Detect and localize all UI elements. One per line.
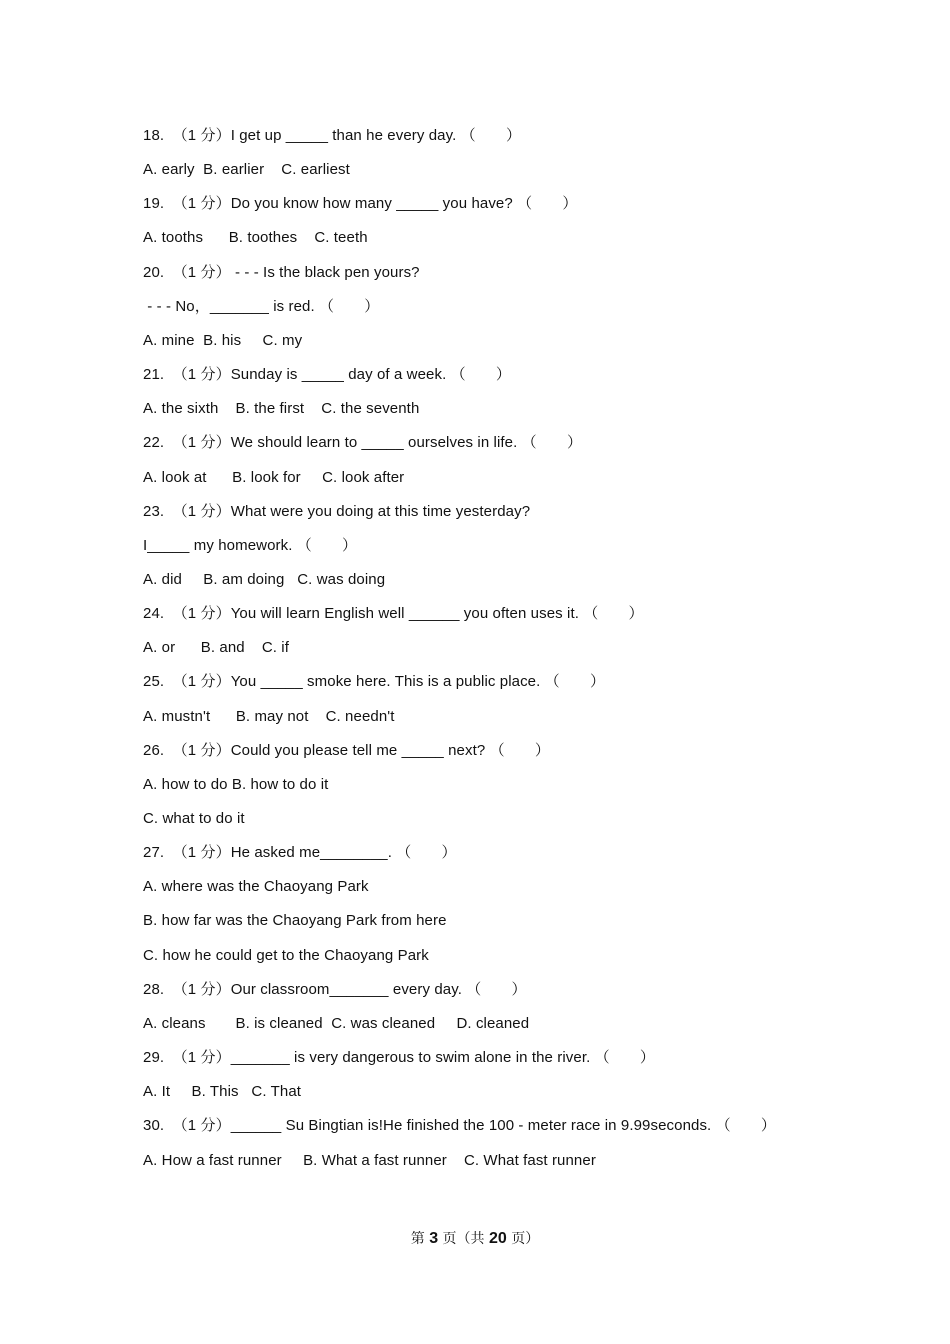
options-line: A. mine B. his C. my xyxy=(143,331,303,349)
question-line: 26. （1 分）Could you please tell me _____ next? （ ） xyxy=(143,741,550,759)
question-line: 30. （1 分）______ Su Bingtian is!He finished the 100 - meter race in 9.99seconds. （ ） xyxy=(143,1117,776,1135)
question-line: 23. （1 分）What were you doing at this time yesterday? xyxy=(143,502,531,520)
options-line: A. How a fast runner B. What a fast runner C. What fast runner xyxy=(143,1151,596,1169)
options-line: A. early B. earlier C. earliest xyxy=(143,161,350,179)
footer-suffix: 页） xyxy=(506,1231,540,1247)
options-line: A. the sixth B. the first C. the seventh xyxy=(143,400,420,418)
options-line: C. what to do it xyxy=(143,810,245,827)
page-footer xyxy=(0,1229,950,1249)
text-line: I_____ my homework. （ ） xyxy=(143,536,358,554)
question-line: 24. （1 分）You will learn English well ______ you often uses it. （ ） xyxy=(143,605,644,623)
footer-middle: 页（共 xyxy=(438,1231,489,1247)
footer-total-pages: 20 xyxy=(489,1230,507,1247)
options-line: A. tooths B. toothes C. teeth xyxy=(143,229,368,247)
options-line: A. mustn't B. may not C. needn't xyxy=(143,707,395,725)
options-line: A. did B. am doing C. was doing xyxy=(143,571,386,588)
question-line: 19. （1 分）Do you know how many _____ you have? （ ） xyxy=(143,195,578,213)
footer-page-number: 3 xyxy=(429,1230,439,1247)
question-line: 22. （1 分）We should learn to _____ ourselves in life. （ ） xyxy=(143,434,583,452)
text-line: - - - No，_______ is red. （ ） xyxy=(143,297,380,315)
options-line: A. look at B. look for C. look after xyxy=(143,468,405,486)
question-line: 29. （1 分）_______ is very dangerous to swim alone in the river. （ ） xyxy=(143,1049,656,1066)
options-line: A. or B. and C. if xyxy=(143,639,289,657)
question-line: 21. （1 分）Sunday is _____ day of a week. （ ） xyxy=(143,366,512,383)
question-line: 18. （1 分）I get up _____ than he every day. （ ） xyxy=(143,127,522,144)
options-line: B. how far was the Chaoyang Park from here xyxy=(143,912,447,930)
options-line: A. It B. This C. That xyxy=(143,1083,302,1101)
question-line: 27. （1 分）He asked me________. （ ） xyxy=(143,844,457,862)
options-line: C. how he could get to the Chaoyang Park xyxy=(143,946,429,964)
options-line: A. where was the Chaoyang Park xyxy=(143,878,369,896)
question-line: 20. （1 分） - - - Is the black pen yours? xyxy=(143,263,420,281)
question-line: 25. （1 分）You _____ smoke here. This is a public place. （ ） xyxy=(143,673,606,691)
options-line: A. cleans B. is cleaned C. was cleaned D. cleaned xyxy=(143,1014,530,1032)
options-line: A. how to do B. how to do it xyxy=(143,775,329,793)
question-line: 28. （1 分）Our classroom_______ every day. （ ） xyxy=(143,980,527,998)
footer-prefix: 第 xyxy=(410,1231,430,1247)
